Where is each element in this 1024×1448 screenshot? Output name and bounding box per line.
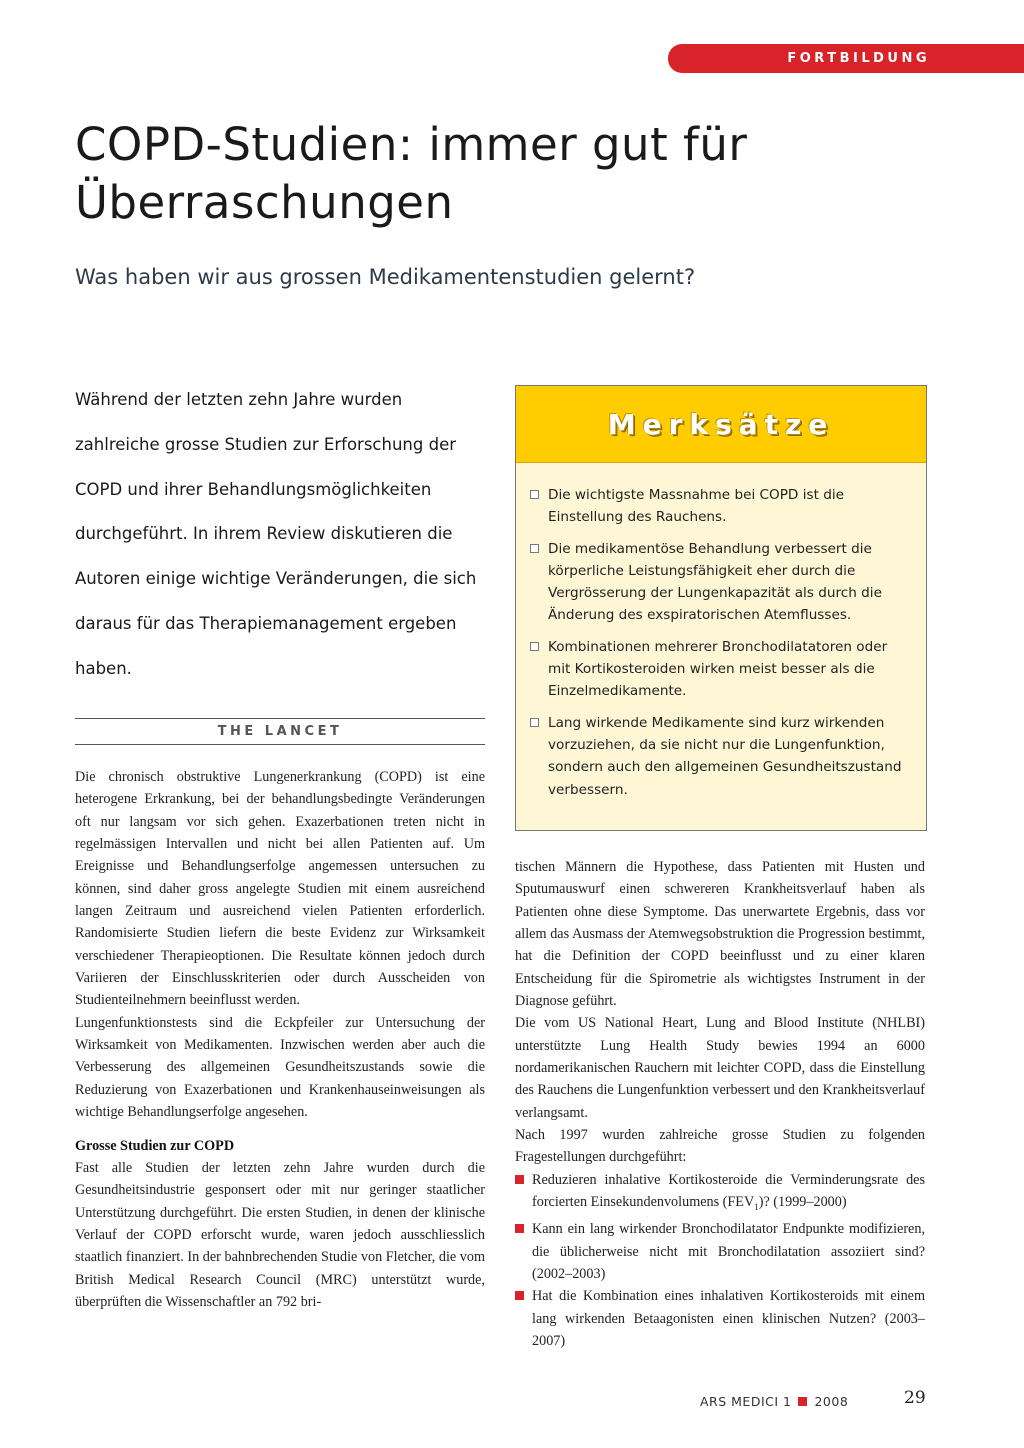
article-subtitle: Was haben wir aus grossen Medikamentenstudien gelernt? (75, 265, 696, 289)
separator-square-icon (798, 1397, 807, 1406)
title-line-2: Überraschungen (75, 176, 454, 229)
checkbox-icon (530, 718, 539, 727)
checkbox-icon (530, 490, 539, 499)
key-points-box (515, 385, 927, 831)
section-heading: Grosse Studien zur COPD (75, 1137, 235, 1154)
question-item (515, 1285, 925, 1352)
right-column (515, 856, 925, 1352)
key-points-header (516, 386, 926, 463)
journal-name: ARS MEDICI 1 (700, 1394, 792, 1409)
title-line-1: COPD-Studien: immer gut für (75, 118, 748, 171)
question-text-end: )? (1999–2000) (758, 1194, 847, 1211)
key-points-list (516, 463, 926, 801)
key-point-text: Die wichtigste Massnahme bei COPD ist die Einstellung des Rauchens. (548, 487, 845, 526)
body-paragraph: tischen Männern die Hypothese, dass Patienten mit Husten und Sputumauswurf einen schwereren Krankheitsverlauf haben als Patienten ohne diese Symptome. Das unerwartete Ergebnis, dass vor allem das Ausmass der Atemwegsobstruktion die Progression bestimmt, hat die Definition der COPD beeinflusst und zu einer klaren Entscheidung für die Spirometrie als wichtigstes Instrument in der Diagnose geführt. (515, 859, 925, 1010)
source-label: THE LANCET (75, 718, 485, 745)
checkbox-icon (530, 642, 539, 651)
page-number: 29 (904, 1388, 926, 1408)
key-point-text: Die medikamentöse Behandlung verbessert die körperliche Leistungsfähigkeit eher durch die Vergrösserung der Lungenkapazität als durch die Änderung des exspiratorischen Atemflusses. (548, 540, 882, 624)
footer-journal (700, 1394, 900, 1409)
journal-year: 2008 (814, 1394, 849, 1409)
question-text: Hat die Kombination eines inhalativen Kortikosteroids mit einem lang wirkenden Betaagonisten einen klinischen Nutzen? (2003–2007) (532, 1288, 925, 1350)
question-text: Kann ein lang wirkender Bronchodilatator Endpunkte modifizieren, die üblicherweise nicht mit Bronchodilatation assoziiert sind? (2002–2003) (532, 1221, 925, 1283)
bullet-square-icon (515, 1224, 524, 1233)
key-point-text: Kombinationen mehrerer Bronchodilatatoren oder mit Kortikosteroiden wirken meist besser als die Einzelmedikamente. (548, 638, 888, 700)
question-item (515, 1169, 925, 1219)
key-point-text: Lang wirkende Medikamente sind kurz wirkenden vorzuziehen, da sie nicht nur die Lungenfunktion, sondern auch den allgemeinen Gesundheitszustand verbessern. (548, 714, 902, 798)
body-paragraph: Lungenfunktionstests sind die Eckpfeiler zur Untersuchung der Wirksamkeit von Medikamenten. Inzwischen werden aber auch die Verbesserung des allgemeinen Gesundheitszustands sowie die Reduzierung von Exazerbationen und Krankenhauseinweisungen als wichtige Behandlungserfolge angesehen. (75, 1014, 485, 1121)
question-text: Reduzieren inhalative Kortikosteroide die Verminderungsrate des forcierten Einsekundenvolumens (FEV (532, 1171, 925, 1211)
section-banner (668, 44, 1024, 73)
lead-paragraph: Während der letzten zehn Jahre wurden zahlreiche grosse Studien zur Erforschung der COPD und ihrer Behandlungsmöglichkeiten durchgeführt. In ihrem Review diskutieren die Autoren einige wichtige Veränderungen, die sich daraus für das Therapiemanagement ergeben haben. (75, 390, 477, 678)
subscript: 1 (754, 1201, 759, 1212)
section-label: FORTBILDUNG (787, 51, 930, 66)
body-paragraph: Die vom US National Heart, Lung and Blood Institute (NHLBI) unterstützte Lung Health Study bewies 1994 an 6000 nordamerikanischen Rauchern mit leichter COPD, dass die Einstellung des Rauchens die Lungenfunktion verbessert und den Krankheitsverlauf verlangsamt. (515, 1015, 925, 1121)
left-column (75, 766, 485, 1313)
question-list (515, 1169, 925, 1353)
body-paragraph: Fast alle Studien der letzten zehn Jahre wurden durch die Gesundheitsindustrie gesponsert oder mit nur geringer staatlicher Unterstützung durchgeführt. Die ersten Studien, in denen der klinische Verlauf der COPD erforscht wurde, waren jedoch ausschliesslich staatlich finanziert. In der bahnbrechenden Studie von Fletcher, die vom British Medical Research Council (MRC) unterstützt wurde, überprüften die Wissenschaftler an 792 bri- (75, 1159, 485, 1310)
bullet-square-icon (515, 1291, 524, 1300)
key-point-item (530, 712, 912, 801)
body-paragraph: Nach 1997 wurden zahlreiche grosse Studien zu folgenden Fragestellungen durchgeführt: (515, 1127, 925, 1166)
checkbox-icon (530, 544, 539, 553)
question-item (515, 1218, 925, 1285)
key-points-title: Merksätze (607, 407, 835, 441)
key-point-item (530, 636, 912, 703)
key-point-item (530, 538, 912, 627)
bullet-square-icon (515, 1175, 524, 1184)
key-point-item (530, 484, 912, 529)
body-paragraph: Die chronisch obstruktive Lungenerkrankung (COPD) ist eine heterogene Erkrankung, bei der behandlungsbedingte Veränderungen oft nur langsam vor sich gehen. Exazerbationen treten nicht in regelmässigen Intervallen und nicht bei allen Patienten auf. Um Ereignisse und Behandlungserfolge angemessen untersuchen zu können, sind daher gross angelegte Studien mit einem ausreichend langen Zeitraum und ausreichend vielen Patienten erforderlich. Randomisierte Studien liefern die beste Evidenz zur Wirksamkeit verschiedener Therapieoptionen. Die Resultate können jedoch durch Variieren der Einschlusskriterien oder durch Ausscheiden von Studienteilnehmern beeinflusst werden. (75, 769, 485, 1009)
article-title (75, 116, 955, 232)
